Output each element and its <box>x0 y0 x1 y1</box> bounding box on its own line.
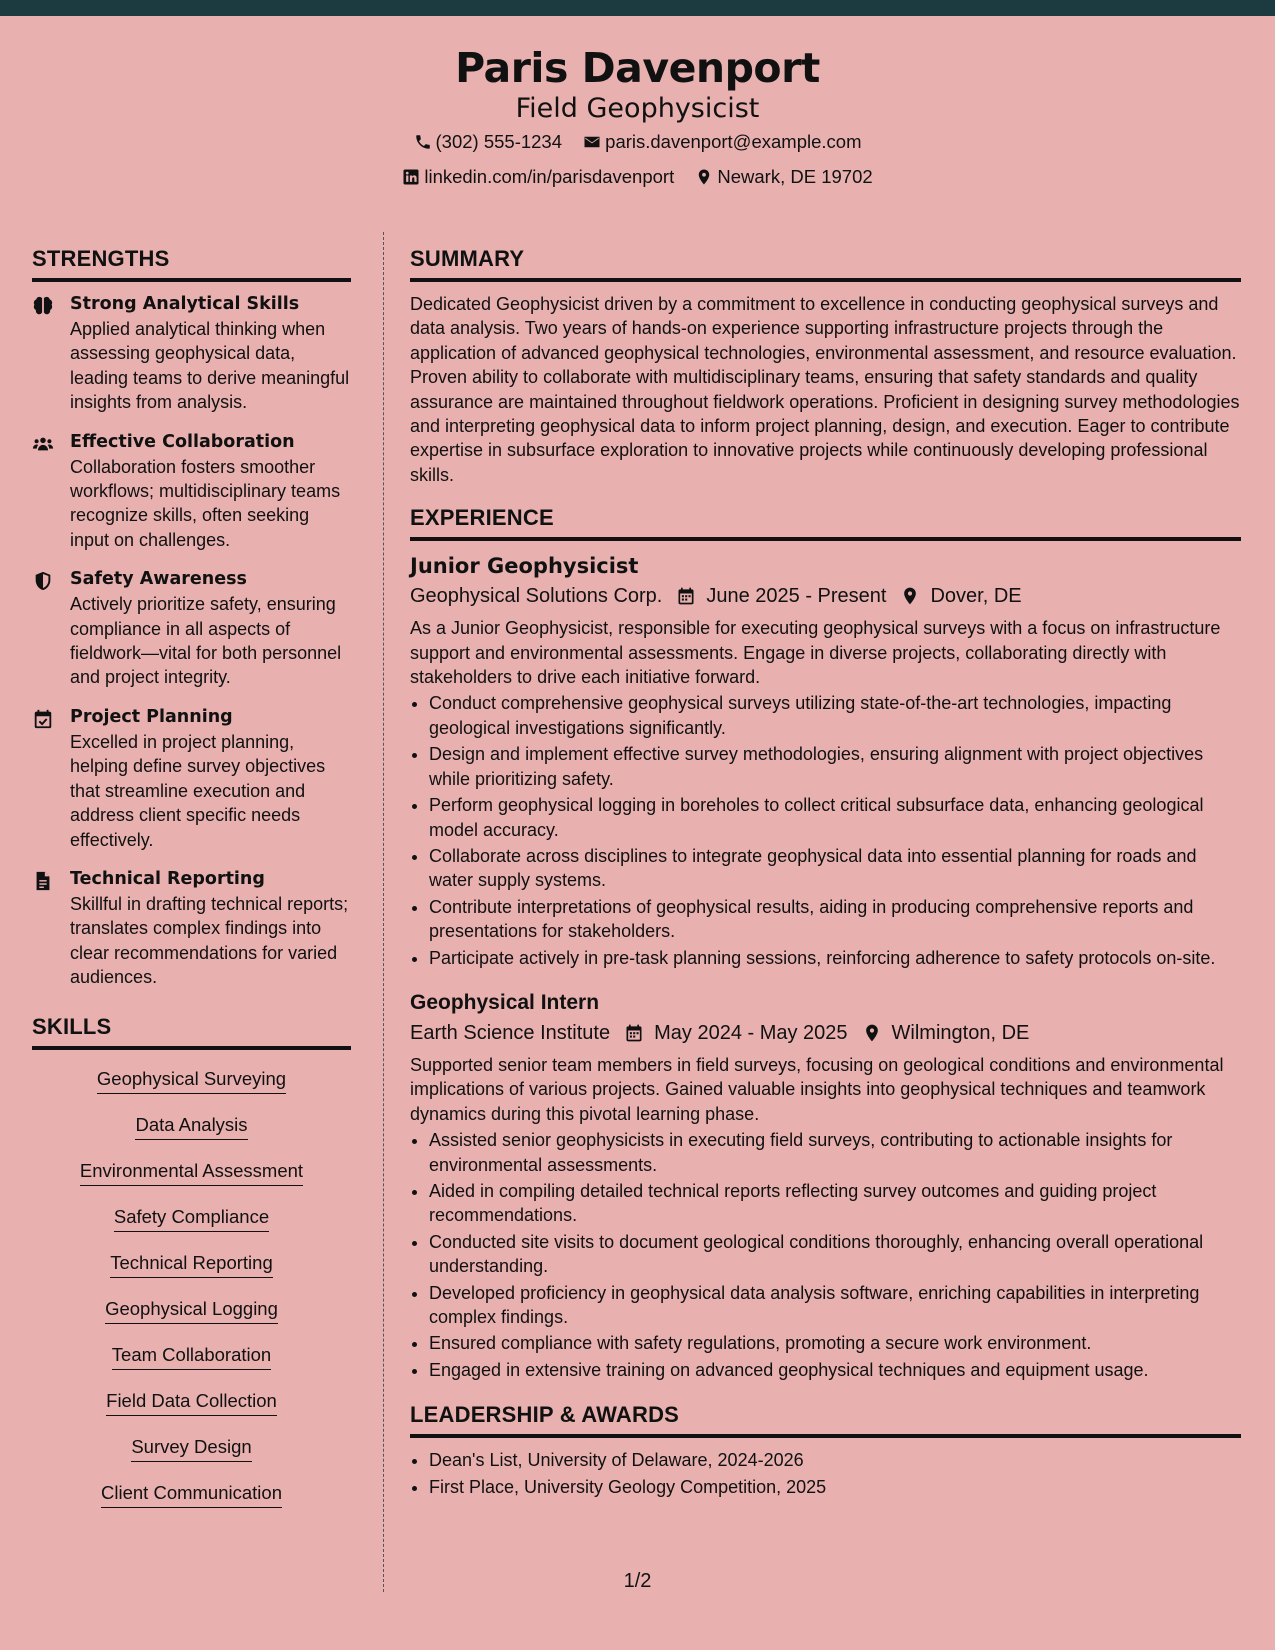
experience-heading: EXPERIENCE <box>410 503 1241 541</box>
skills-heading: SKILLS <box>32 1012 351 1050</box>
job-bullets <box>410 691 1241 969</box>
skills-section <box>32 1012 351 1522</box>
skill-tag: Survey Design <box>131 1435 251 1462</box>
job-bullet: • Ensured compliance with safety regulations, promoting a secure work environment. <box>429 1331 1241 1355</box>
linkedin-text[interactable]: linkedin.com/in/parisdavenport <box>424 166 675 187</box>
strength-title: Effective Collaboration <box>70 431 295 452</box>
awards-heading: LEADERSHIP & AWARDS <box>410 1400 1241 1438</box>
award-item: • Dean's List, University of Delaware, 2024-2026 <box>429 1448 1241 1472</box>
award-item: • First Place, University Geology Competition, 2025 <box>429 1475 1241 1499</box>
awards-list <box>410 1448 1241 1499</box>
resume-header <box>0 16 1275 204</box>
users-icon <box>32 433 54 455</box>
right-column <box>410 244 1241 1501</box>
job-description: As a Junior Geophysicist, responsible for executing geophysical surveys with a focus on infrastructure support and environmental assessments. Engage in diverse projects, collaborating directly with stakeholders to drive each initiative forward. <box>410 618 1221 688</box>
strength-title: Project Planning <box>70 706 233 727</box>
strength-title: Technical Reporting <box>70 868 265 889</box>
strengths-heading: STRENGTHS <box>32 244 351 282</box>
document-icon <box>32 870 54 892</box>
strength-desc: Collaboration fosters smoother workflows; multidisciplinary teams recognize skills, often seeking input on challenges. <box>70 456 341 550</box>
job-title: Geophysical Intern <box>410 990 600 1014</box>
job-bullet: • Assisted senior geophysicists in executing field surveys, contributing to actionable insights for environmental assessments. <box>429 1128 1241 1177</box>
contact-row-1 <box>0 126 1275 161</box>
left-column <box>32 244 351 1522</box>
job-entry <box>410 551 1241 970</box>
skill-tag: Geophysical Logging <box>105 1297 278 1324</box>
phone-item <box>414 126 563 158</box>
strength-item <box>32 567 351 690</box>
skill-tag: Client Communication <box>101 1481 282 1508</box>
summary-text: Dedicated Geophysicist driven by a commitment to excellence in conducting geophysical surveys and data analysis. Two years of hands-on experience supporting infrastructure projects through the application of advanced geophysical technologies, environmental assessment, and resource evaluation. Proven ability to collaborate with multidisciplinary teams, ensuring that safety standards and quality assurance are maintained throughout fieldwork operations. Proficient in designing survey methodologies and interpreting geophysical data to inform project planning, design, and execution. Eager to contribute expertise in subsurface exploration to innovative projects while continuously developing professional skills. <box>410 294 1240 485</box>
calendar-check-icon <box>32 708 54 730</box>
linkedin-item[interactable] <box>402 161 674 193</box>
phone-icon <box>414 133 432 151</box>
map-pin-icon <box>695 168 713 186</box>
skill-tag: Team Collaboration <box>112 1343 271 1370</box>
job-bullets <box>410 1128 1241 1382</box>
brain-icon <box>32 295 54 317</box>
strength-desc: Applied analytical thinking when assessing geophysical data, leading teams to derive meaningful insights from analysis. <box>70 319 350 413</box>
candidate-title: Field Geophysicist <box>515 93 760 124</box>
strength-item <box>32 430 351 553</box>
column-divider <box>383 232 384 1592</box>
skill-tag: Environmental Assessment <box>80 1159 303 1186</box>
shield-icon <box>32 570 54 592</box>
strength-item <box>32 705 351 852</box>
job-location: Wilmington, DE <box>891 1021 1030 1044</box>
skill-list <box>32 1060 351 1522</box>
skill-tag: Geophysical Surveying <box>97 1067 286 1094</box>
job-bullet: • Aided in compiling detailed technical reports reflecting survey outcomes and guiding project recommendations. <box>429 1179 1241 1228</box>
skill-tag: Technical Reporting <box>110 1251 272 1278</box>
skill-tag: Data Analysis <box>135 1113 247 1140</box>
calendar-icon <box>676 586 696 606</box>
top-bar <box>0 0 1275 16</box>
map-pin-icon <box>900 586 920 606</box>
skill-tag: Field Data Collection <box>106 1389 277 1416</box>
page-number: 1/2 <box>623 1570 652 1592</box>
strength-title: Strong Analytical Skills <box>70 294 300 314</box>
job-description: Supported senior team members in field surveys, focusing on geological conditions and environmental implications of various projects. Gained valuable insights into geophysical techniques and teamwork dynamics during this pivotal learning phase. <box>410 1054 1224 1124</box>
strength-title: Safety Awareness <box>70 569 247 590</box>
calendar-icon <box>624 1023 644 1043</box>
email-item[interactable] <box>583 126 861 158</box>
envelope-icon <box>583 133 601 151</box>
company-name: Earth Science Institute <box>410 1021 611 1044</box>
strength-item <box>32 867 351 990</box>
job-dates: June 2025 - Present <box>706 585 887 608</box>
skill-tag: Safety Compliance <box>114 1205 269 1232</box>
job-bullet: • Participate actively in pre-task planning sessions, reinforcing adherence to safety protocols on-site. <box>429 946 1241 970</box>
job-bullet: • Collaborate across disciplines to integrate geophysical data into essential planning for roads and water supply systems. <box>429 844 1241 893</box>
job-meta <box>410 1018 1241 1048</box>
job-bullet: • Conduct comprehensive geophysical surveys utilizing state-of-the-art technologies, impacting geological investigations significantly. <box>429 691 1241 740</box>
job-bullet: • Engaged in extensive training on advanced geophysical techniques and equipment usage. <box>429 1358 1241 1382</box>
strength-desc: Actively prioritize safety, ensuring compliance in all aspects of fieldwork—vital for both personnel and project integrity. <box>70 594 342 688</box>
company-name: Geophysical Solutions Corp. <box>410 585 663 608</box>
contact-row-2 <box>0 161 1275 196</box>
phone-text: (302) 555-1234 <box>435 131 563 152</box>
job-title: Junior Geophysicist <box>410 554 639 579</box>
job-bullet: • Developed proficiency in geophysical data analysis software, enriching capabilities in interpreting complex findings. <box>429 1281 1241 1330</box>
candidate-name: Paris Davenport <box>455 44 820 92</box>
job-entry <box>410 988 1241 1382</box>
linkedin-icon <box>402 168 420 186</box>
strength-item <box>32 292 351 415</box>
location-item <box>695 161 872 193</box>
email-text[interactable]: paris.davenport@example.com <box>605 131 862 152</box>
strength-desc: Excelled in project planning, helping define survey objectives that streamline execution and address client specific needs effectively. <box>70 731 326 850</box>
strength-desc: Skillful in drafting technical reports; translates complex findings into clear recommendations for varied audiences. <box>70 893 349 988</box>
job-dates: May 2024 - May 2025 <box>654 1021 848 1044</box>
job-location: Dover, DE <box>930 585 1022 608</box>
job-meta <box>410 581 1241 611</box>
location-text: Newark, DE 19702 <box>717 166 873 187</box>
job-bullet: • Conducted site visits to document geological conditions thoroughly, enhancing overall operational understanding. <box>429 1230 1241 1279</box>
job-bullet: • Contribute interpretations of geophysical results, aiding in producing comprehensive reports and presentations for stakeholders. <box>429 895 1241 944</box>
map-pin-icon <box>862 1023 882 1043</box>
job-bullet: • Perform geophysical logging in boreholes to collect critical subsurface data, enhancing geological model accuracy. <box>429 793 1241 842</box>
job-bullet: • Design and implement effective survey methodologies, ensuring alignment with project objectives while prioritizing safety. <box>429 742 1241 791</box>
summary-heading: SUMMARY <box>410 244 1241 282</box>
